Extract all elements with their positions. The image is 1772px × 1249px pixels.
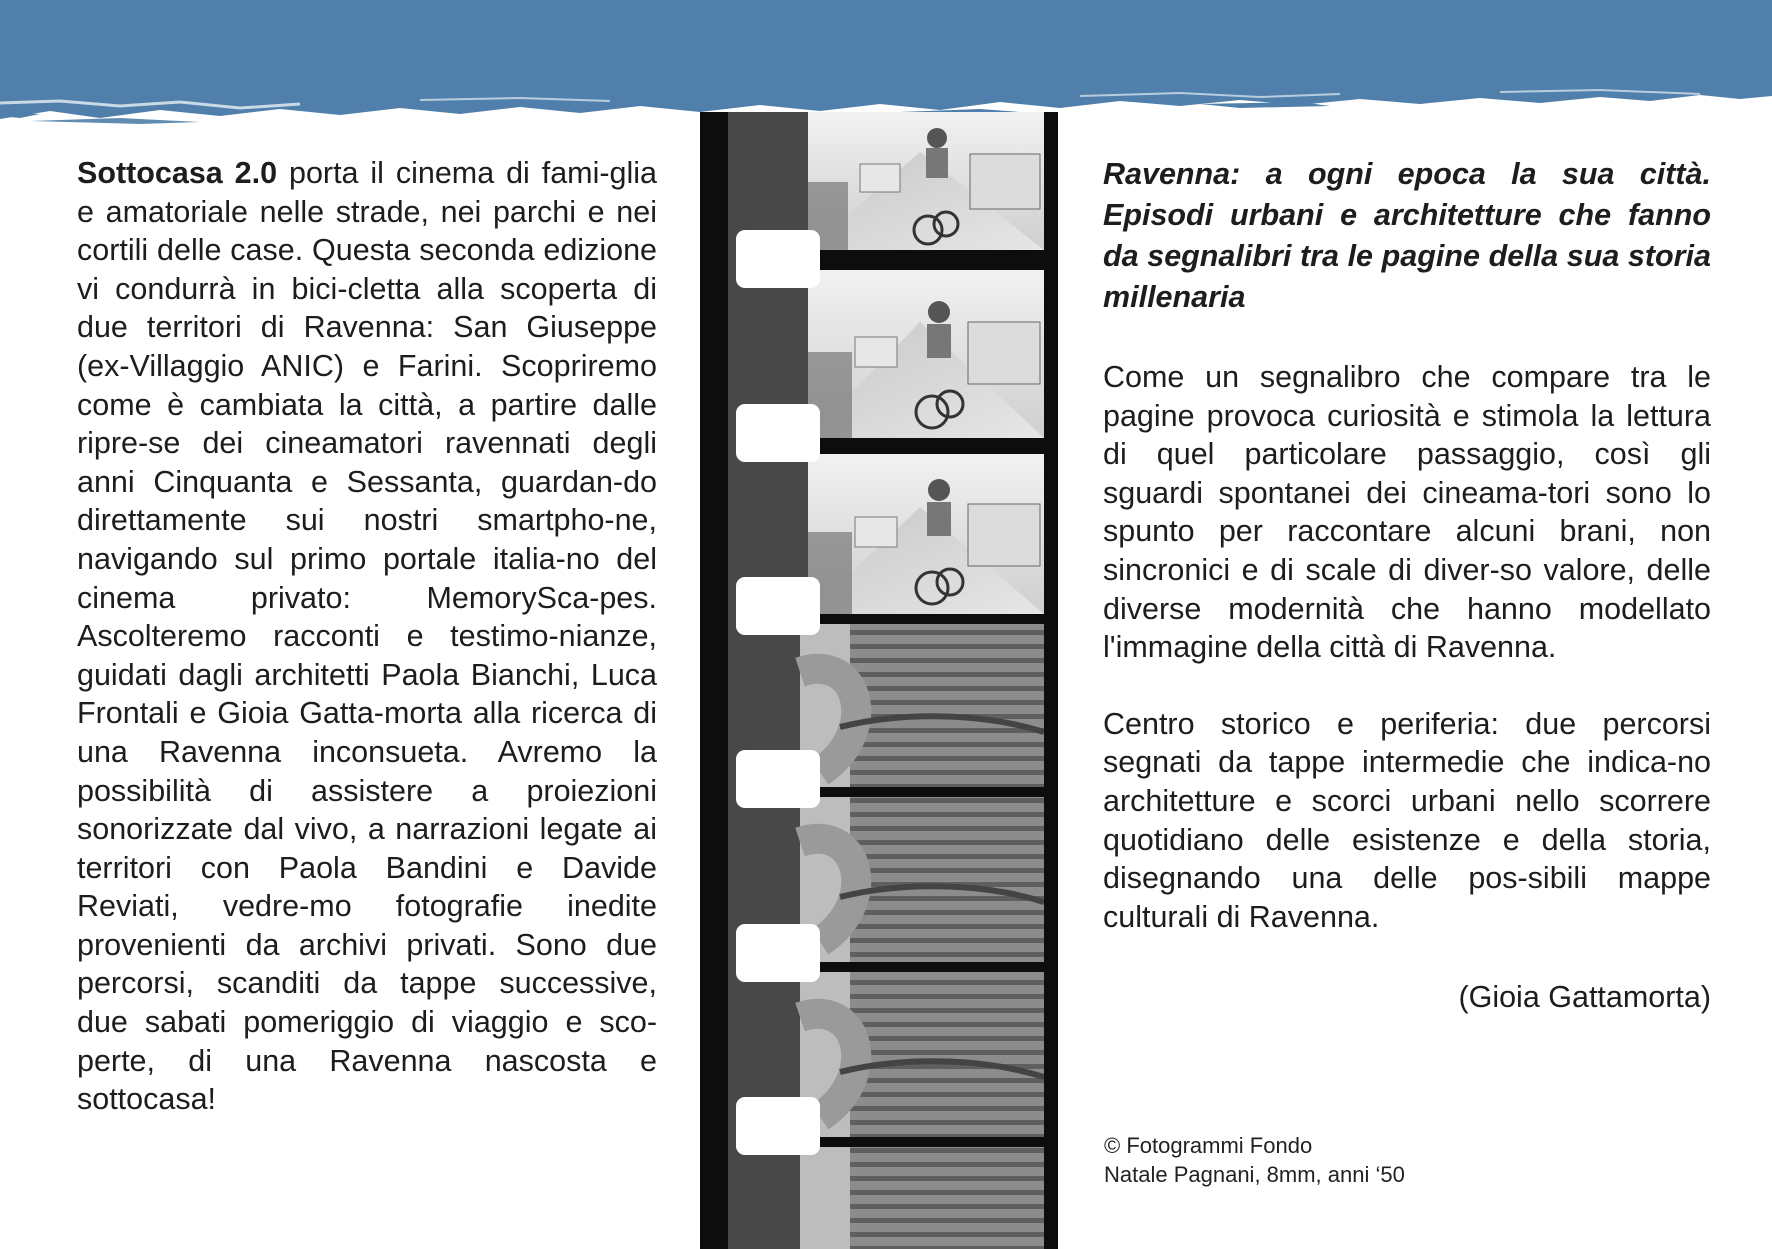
essay-signature: (Gioia Gattamorta)	[1458, 980, 1711, 1015]
intro-text-column	[77, 154, 657, 1119]
film-frame-2	[808, 270, 1044, 438]
essay-headline: Ravenna: a ogni epoca la sua città. Episodi urbani e architetture che fanno da segnalibri tra le pagine della sua storia millenaria	[1103, 157, 1711, 314]
essay-paragraph-2: Centro storico e periferia: due percorsi segnati da tappe intermedie che indica-no architetture e scorci urbani nello scorrere quotidiano delle esistenze e della storia, disegnando una delle pos-sibili mappe culturali di Ravenna.	[1103, 706, 1711, 934]
film-frame-7	[800, 1147, 1044, 1249]
credits-line-2: Natale Pagnani, 8mm, anni ‘50	[1104, 1162, 1405, 1187]
film-frame-3	[808, 454, 1044, 614]
film-strip-image	[700, 112, 1058, 1249]
intro-body: porta il cinema di fami-glia e amatoriale nelle strade, nei parchi e nei cortili delle case. Questa seconda edizione vi condurrà in bici-cletta alla scoperta di due territori di Ravenna: San Giuseppe (ex-Villaggio ANIC) e Farini. Scopriremo come è cambiata la città, a partire dalle ripre-se dei cineamatori ravennati degli anni Cinquanta e Sessanta, guardan-do direttamente sui nostri smartpho-ne, navigando sul primo portale italia-no del cinema privato: MemorySca-pes. Ascolteremo racconti e testimo-nianze, guidati dagli architetti Paola Bianchi, Luca Frontali e Gioia Gatta-morta alla ricerca di una Ravenna inconsueta. Avremo la possibilità di assistere a proiezioni sonorizzate dal vivo, a narrazioni legate ai territori con Paola Bandini e Davide Reviati, vedre-mo fotografie inedite provenienti da archivi privati. Sono due percorsi, scanditi da tappe successive, due sabati pomeriggio di viaggio e sco-perte, di una Ravenna nascosta e sottocasa!	[77, 156, 657, 1117]
essay-paragraph-1: Come un segnalibro che compare tra le pagine provoca curiosità e stimola la lettura di quel particolare passaggio, così gli sguardi spontanei dei cineama-tori sono lo spunto per raccontare alcuni brani, non sincronici e di scale di diver-so valore, delle diverse modernità che hanno modellato l'immagine della città di Ravenna.	[1103, 360, 1711, 665]
header-brush-banner	[0, 0, 1772, 130]
brand-name: Sottocasa 2.0	[77, 156, 278, 190]
film-frame-1	[808, 112, 1044, 250]
film-frame-5	[800, 797, 1044, 962]
credits-line-1: © Fotogrammi Fondo	[1104, 1133, 1313, 1158]
film-frame-4	[800, 622, 1044, 787]
film-frame-6	[800, 972, 1044, 1137]
intro-paragraph	[77, 154, 657, 1119]
photo-credits	[1104, 1131, 1405, 1189]
essay-column	[1103, 154, 1711, 1017]
